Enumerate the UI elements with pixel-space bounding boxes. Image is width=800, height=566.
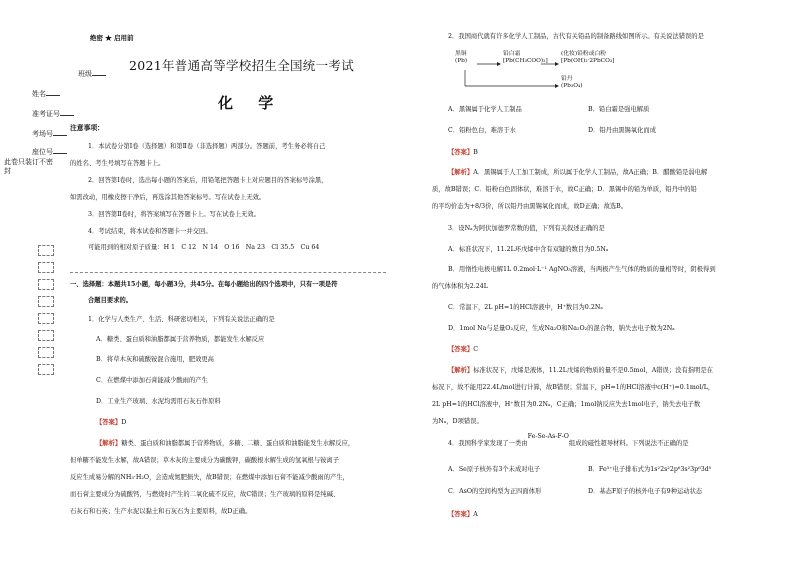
q1-option-b: B．将草木灰和硫酸铵混合施用，肥效更高 (96, 356, 214, 363)
q2-option-b: B．铅白霜是强电解质 (588, 106, 650, 113)
seat-label: 座位号 (32, 146, 67, 157)
q1-analysis-line: 而石膏主要成分为硫酸钙，与燃烧时产生的二氧化硫不反应，故C错误；生产玻璃的原料是纯碱、 (70, 491, 340, 498)
q4-options-row1 (448, 466, 728, 474)
q2-flow-diagram (455, 50, 615, 95)
q3-option-c: C．常温下，2L pH=1的HCl溶液中，H⁺数目为0.2Nₐ (448, 304, 603, 311)
q4-option-a: A．Se原子核外有3个未成对电子 (448, 466, 541, 473)
note-line: 的姓名、考生号填写在答题卡上。 (70, 160, 165, 167)
flow-start: 黑铜 (Pb) (455, 51, 468, 65)
notes-heading: 注意事项： (70, 124, 104, 132)
q3-analysis-line: 2L pH=1的HCl溶液中，H⁺数目为0.2Nₐ，C正确；1mol钠反应失去1mol电子，钠失去电子数 (432, 401, 701, 408)
section-heading: 一、选择题：本题共15小题，每小题3分，共45分。在每小题给出的四个选项中，只有一项是符 (70, 281, 338, 288)
q1-option-a: A．糖类、蛋白质和油脂都属于营养物质，都能发生水解反应 (96, 336, 265, 343)
note-line: 3．回答第Ⅱ卷时，将答案填写在答题卡上。写在试卷上无效。 (88, 211, 261, 218)
q3-option-a: A．标准状况下，11.2L环戊烯中含有双键的数目为0.5Nₐ (448, 246, 609, 253)
q3-option-b-cont: 的气体体积为2.24L (432, 283, 488, 290)
q4-option-b: B．Fe³⁺电子排布式为1s²2s²2p⁶3s²3p⁶3d⁵ (588, 466, 712, 473)
confidential-mark: 绝密 ★ 启用前 (90, 34, 134, 42)
q2-analysis-line: 的平均价态为+8/3价，所以铅丹由黑锡氧化而成，故D正确；故选B。 (432, 203, 628, 210)
q3-stem: 3．设Nₐ为阿伏加德罗常数的值，下列有关叙述正确的是 (448, 225, 605, 232)
q1-answer (96, 419, 126, 427)
q2-stem: 2．我国商代就有许多化学人工制品，古代有关铅品的制备路线如图所示。有关说法错误的是 (448, 33, 704, 40)
q1-analysis-line: 【解析】糖类、蛋白质和油脂都属于营养物质，多糖、二糖、蛋白质和油脂能发生水解反应， (96, 440, 355, 447)
flow-top: (化妆)铅粉或白粉 [Pb(OH)₂·2PbCO₃] (561, 51, 615, 65)
analysis-tag: 【解析】 (96, 440, 122, 447)
q3-analysis-line: 为Nₐ，D项错误。 (432, 418, 483, 425)
q3-analysis-line: 【解析】标准状况下，戊烯是液体，11.2L戊烯的物质的量不是0.5mol，A错误；没有指明是在 (448, 367, 713, 374)
flow-bottom: 铅丹 (Pb₃O₄) (561, 76, 583, 90)
q3-answer: 【答案】C (448, 346, 479, 353)
answer-value: D (121, 419, 127, 426)
q2-answer: 【答案】B (448, 149, 478, 156)
q4-option-c: C．AsO的空间构型为正四面体形 (448, 488, 542, 495)
q4-options-row2 (448, 488, 728, 496)
name-label: 姓名 (32, 88, 60, 99)
q3-option-b: B．用惰性电极电解1L 0.2mol·L⁻¹ AgNO₃溶液，当两极产生气体的物质的量相等时，阴极得到 (448, 266, 716, 273)
note-line: 如需改动，用橡皮擦干净后，再选涂其他答案标号。写在试卷上无效。 (70, 194, 266, 201)
q1-analysis-line: 反应生成易分解的NH₃·H₂O，会造成氮肥损失，故B错误；在燃煤中添加石膏不能减少酸雨的产生， (70, 474, 349, 481)
q2-options-row1 (448, 106, 728, 114)
ticket-label: 准考证号 (32, 108, 74, 119)
note-line: 4．考试结束，将本试卷和答题卡一并交回。 (88, 228, 212, 235)
note-line: 2．回答第Ⅰ卷时，选出每小题的答案后，用铅笔把答题卡上对应题目的答案标号涂黑， (88, 177, 328, 184)
flow-mid: 铅白霜 [Pb(CH₃COO)₂] (503, 51, 548, 65)
q3-analysis-line: 标况下，故不能用22.4L/mol进行计算，故B错误；常温下，pH=1的HCl溶液中c(H⁺)=0.1mol/L， (432, 384, 715, 391)
answer-tag: 【答案】 (96, 419, 122, 426)
q2-analysis-line: 【解析】A．黑锡属于人工加工制成，所以属于化学人工制品，故A正确；B．醋酸铅是弱电解 (448, 169, 708, 176)
q2-analysis-line: 质，故B错误；C．铅粉白色固体状，难溶于水，故C正确；D．黑锡中的铅为单质，铅丹中的铅 (432, 186, 697, 193)
q3-option-d: D．1mol Na与足量O₂反应，生成Na₂O和Na₂O₂的混合物，钠失去电子数为2Nₐ (448, 325, 675, 332)
q4-stem: 4．我国科学家发现了一类由Fe-Se-As-F-O组成的磁性超导材料。下列说法不正确的是 (448, 433, 689, 447)
binding-dash-marks (38, 245, 54, 381)
note-line: 1．本试卷分第Ⅰ卷（选择题）和第Ⅱ卷（非选择题）两部分。答题前，考生务必将自己 (88, 143, 326, 150)
subject-title: 化 学 (218, 94, 284, 112)
q4-option-d: D．基态F原子的核外电子有9种运动状态 (588, 488, 703, 495)
q1-analysis-line: 但单糖不能发生水解，故A错误；草木灰的主要成分为碳酸钾，碳酸根水解生成的氢氧根与铵离子 (70, 457, 340, 464)
room-label: 考场号 (32, 128, 67, 139)
q1-option-d: D．工业生产玻璃、水泥均需用石灰石作原料 (96, 398, 221, 405)
binding-note: 此卷只装订不密封 (4, 158, 53, 176)
section-divider (70, 272, 386, 273)
q4-answer: 【答案】A (448, 511, 478, 518)
q1-option-c: C．在燃煤中添加石膏能减少酸雨的产生 (96, 377, 208, 384)
class-label: 班级 (78, 68, 106, 79)
q2-option-d: D．铅丹由黑锡氧化而成 (588, 127, 657, 134)
q1-analysis-line: 石灰石和石英；生产水泥以黏土和石灰石为主要原料，故D正确。 (70, 508, 252, 515)
atomic-mass-line: 可能用到的相对原子质量：H 1 C 12 N 14 O 16 Na 23 Cl 35.5 Cu 64 (88, 244, 320, 251)
q1-stem: 1．化学与人类生产、生活、科研密切相关，下列有关说法正确的是 (88, 316, 275, 323)
q2-option-a: A．黑锡属于化学人工制品 (448, 106, 522, 113)
q2-options-row2 (448, 127, 728, 135)
q2-option-c: C．铅粉色白，难溶于水 (448, 127, 516, 134)
exam-title: 2021年普通高等学校招生全国统一考试 (129, 58, 355, 73)
section-heading-cont: 合题目要求的。 (88, 297, 133, 304)
q4-formula: Fe-Se-As-F-O (527, 433, 569, 440)
